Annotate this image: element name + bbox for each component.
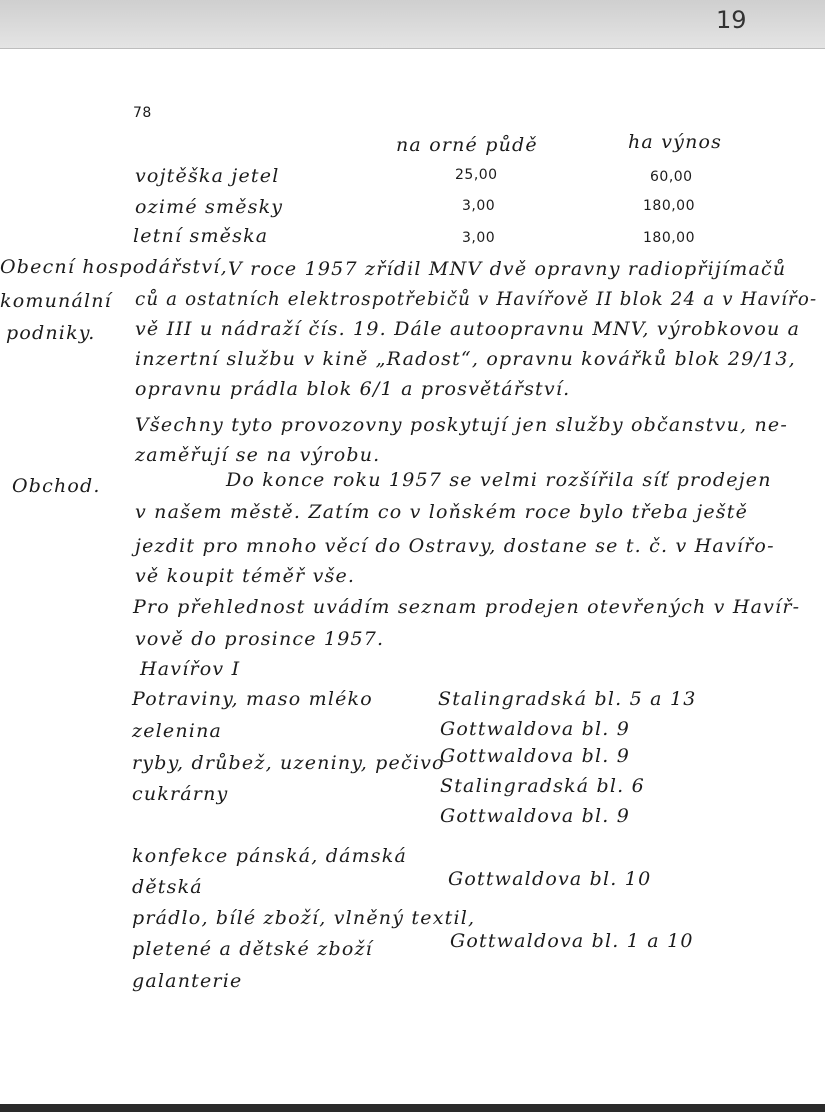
shop-address: Gottwaldova bl. 9 (440, 745, 631, 767)
shop-type: ryby, drůbež, uzeniny, pečivo (132, 752, 445, 774)
scan-bottom-edge (0, 1104, 825, 1112)
body-line: inzertní službu v kině „Radost“, opravnu kovářků blok 29/13, (135, 348, 796, 370)
subheading-havirov: Havířov I (140, 658, 241, 680)
scan-top-edge (0, 0, 825, 49)
shop-type: konfekce pánská, dámská (132, 845, 407, 867)
shop-type: dětská (132, 876, 203, 898)
shop-type: pletené a dětské zboží (132, 938, 373, 960)
body-line: zaměřují se na výrobu. (135, 444, 381, 466)
body-line: vově do prosince 1957. (135, 628, 385, 650)
body-line: jezdit pro mnoho věcí do Ostravy, dostane se t. č. v Havířo- (135, 535, 775, 557)
body-line: vě koupit téměř vše. (135, 565, 356, 587)
body-line: V roce 1957 zřídil MNV dvě opravny radiopřijímačů (228, 258, 787, 280)
table-row-label: ozimé směsky (135, 196, 284, 218)
body-line: vě III u nádraží čís. 19. Dále autoopravnu MNV, výrobkovou a (135, 318, 801, 340)
table-row-value: 3,00 (462, 198, 496, 214)
shop-type: galanterie (132, 970, 243, 992)
table-row-value: 180,00 (643, 230, 695, 246)
shop-type: Potraviny, maso mléko (132, 688, 373, 710)
margin-heading-municipal: Obecní hospodářství, (0, 256, 228, 278)
body-line: ců a ostatních elektrospotřebičů v Havířově II blok 24 a v Havířo- (135, 288, 818, 310)
folio-number: 19 (716, 6, 747, 34)
table-row-label: letní směska (133, 225, 269, 247)
margin-heading-commerce: Obchod. (12, 475, 101, 497)
table-row-value: 3,00 (462, 230, 496, 246)
body-line: Všechny tyto provozovny poskytují jen služby občanstvu, ne- (135, 414, 788, 436)
shop-address: Gottwaldova bl. 1 a 10 (450, 930, 694, 952)
shop-type: prádlo, bílé zboží, vlněný textil, (132, 907, 476, 929)
margin-heading-municipal: komunální (0, 290, 112, 312)
body-line: v našem městě. Zatím co v loňském roce bylo třeba ještě (135, 501, 749, 523)
table-row-label: vojtěška jetel (135, 165, 280, 187)
shop-type: cukrárny (132, 783, 229, 805)
body-line: Do konce roku 1957 se velmi rozšířila síť prodejen (226, 469, 772, 491)
shop-type: zelenina (132, 720, 223, 742)
table-row-value: 180,00 (643, 198, 695, 214)
table-row-value: 60,00 (650, 169, 693, 185)
shop-address: Gottwaldova bl. 9 (440, 805, 631, 827)
column-header-arable: na orné půdě (396, 134, 538, 156)
shop-address: Stalingradská bl. 5 a 13 (438, 688, 697, 710)
shop-address: Gottwaldova bl. 10 (448, 868, 652, 890)
body-line: Pro přehlednost uvádím seznam prodejen otevřených v Havíř- (133, 596, 801, 618)
shop-address: Stalingradská bl. 6 (440, 775, 645, 797)
margin-heading-municipal: podniky. (6, 322, 96, 344)
column-header-yield: ha výnos (628, 131, 723, 153)
table-row-value: 25,00 (455, 167, 498, 183)
shop-address: Gottwaldova bl. 9 (440, 718, 631, 740)
page-number: 78 (133, 105, 152, 121)
body-line: opravnu prádla blok 6/1 a prosvětářství. (135, 378, 571, 400)
